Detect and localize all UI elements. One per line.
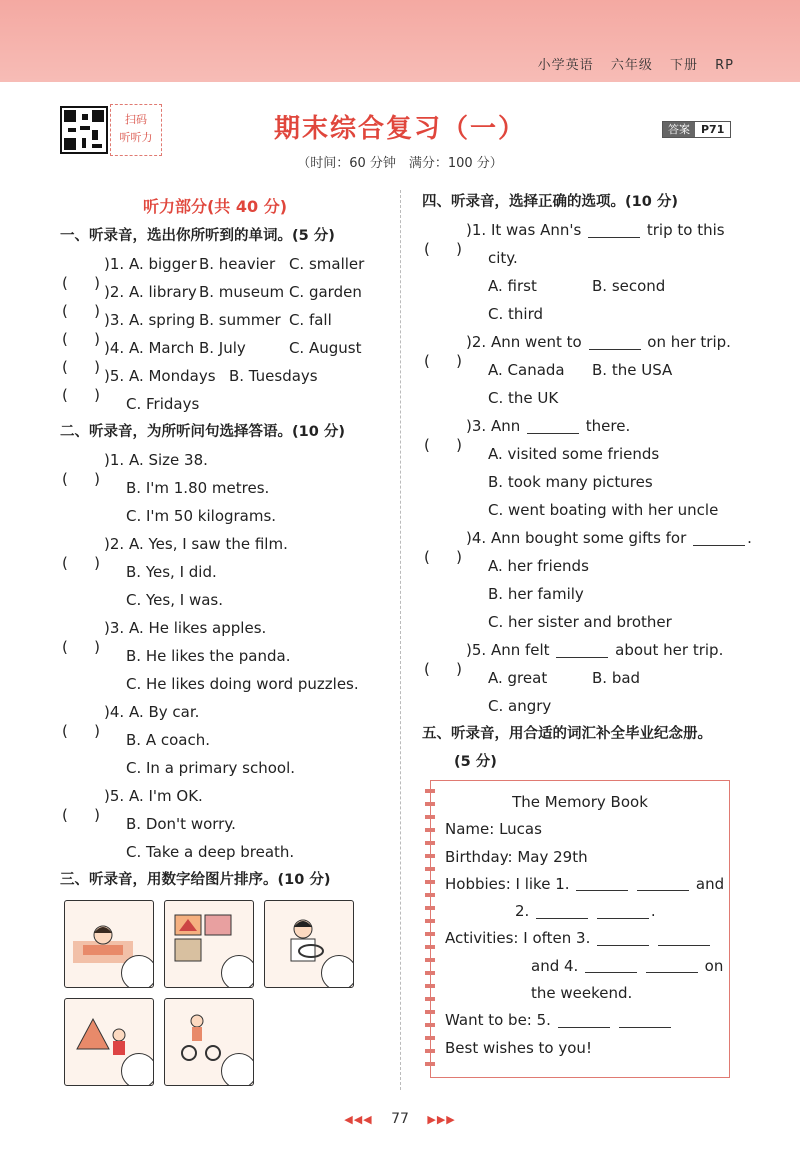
q-num: )3.: [466, 417, 487, 435]
s4-q5: [422, 636, 752, 664]
memory-birthday: Birthday: May 29th: [445, 847, 588, 866]
s2-q2-c: [60, 586, 390, 614]
right-column: [422, 188, 752, 776]
question-text: Ann felt: [490, 641, 550, 659]
blank-3a[interactable]: [597, 932, 649, 946]
option-c: C. garden: [288, 283, 362, 301]
s4-q4-a: [422, 552, 752, 580]
option-b: B. took many pictures: [488, 473, 653, 491]
city-illustration: [173, 911, 233, 966]
s1-q2: [60, 278, 390, 306]
option-a: A. spring: [128, 311, 196, 329]
s2-q4-c: [60, 754, 390, 782]
s2-q5-c: [60, 838, 390, 866]
q-num: )5.: [466, 641, 487, 659]
q-num: )1.: [104, 255, 125, 273]
memory-wishes: Best wishes to you!: [445, 1038, 592, 1057]
q-num: )4.: [466, 529, 487, 547]
subject-tag: 小学英语: [537, 58, 594, 73]
q-num: )1.: [104, 451, 125, 469]
fill-blank[interactable]: [693, 532, 745, 546]
s2-q3: [60, 614, 390, 642]
s2-q3-b: [60, 642, 390, 670]
qr-label-line-2: 听听力: [119, 131, 153, 144]
s4-q5-ab: [422, 664, 752, 692]
s1-q4: [60, 334, 390, 362]
s2-q1: [60, 446, 390, 474]
s4-q4: [422, 524, 752, 552]
answer-circle[interactable]: [221, 1053, 254, 1086]
option-b: B. July: [198, 339, 246, 357]
q-num: )2.: [466, 333, 487, 351]
s4-q2-ab: [422, 356, 752, 384]
q-num: )4.: [104, 339, 125, 357]
option-a: A. Canada: [488, 361, 565, 379]
blank-5a[interactable]: [558, 1014, 610, 1028]
option-c: C. third: [488, 305, 543, 323]
camping-illustration: [73, 1009, 133, 1064]
s1-q5-c: [60, 390, 390, 418]
option-a: A. great: [488, 669, 548, 687]
s1-q5: [60, 362, 390, 390]
s4-q3-a: [422, 440, 752, 468]
memory-weekend: the weekend.: [531, 984, 633, 1003]
option-a: A. library: [128, 283, 197, 301]
picture-city: [164, 900, 254, 988]
s4-q2: [422, 328, 752, 356]
option-a: A. visited some friends: [488, 445, 660, 463]
s4-q3-b: [422, 468, 752, 496]
option-b: B. her family: [488, 585, 584, 603]
activities-label: Activities: I often 3.: [445, 929, 591, 948]
page-footer: [0, 1111, 800, 1127]
answer-circle[interactable]: [121, 1053, 154, 1086]
blank-1a[interactable]: [576, 877, 628, 891]
option-b: B. summer: [198, 311, 281, 329]
picture-cycling: [164, 998, 254, 1086]
option-b: B. heavier: [198, 255, 276, 273]
question-text: about her trip.: [615, 641, 724, 659]
option-a: A. By car.: [128, 703, 200, 721]
answer-reference: [662, 121, 731, 138]
s4-q2-c: [422, 384, 752, 412]
s4-q4-c: [422, 608, 752, 636]
option-c: C. went boating with her uncle: [488, 501, 719, 519]
section-5-score: (5 分): [454, 754, 497, 770]
memory-hobbies-2: [431, 898, 729, 925]
memory-want: [431, 1007, 729, 1034]
page-title: 期末综合复习（一）: [273, 114, 526, 144]
q-num: )1.: [466, 221, 487, 239]
s2-q5: [60, 782, 390, 810]
section-5-title: 五、听录音，用合适的词汇补全毕业纪念册。: [422, 726, 712, 742]
s2-q2: [60, 530, 390, 558]
answer-circle[interactable]: [321, 955, 354, 988]
s1-q3: [60, 306, 390, 334]
blank-3b[interactable]: [658, 932, 710, 946]
memory-activities: [431, 925, 729, 952]
fill-blank[interactable]: [527, 420, 579, 434]
question-text: .: [747, 529, 752, 547]
memory-name: Name: Lucas: [445, 820, 542, 839]
two-label: 2.: [515, 902, 530, 921]
q-num: )5.: [104, 787, 125, 805]
option-a: A. Yes, I saw the film.: [128, 535, 288, 553]
option-a: A. Mondays: [128, 367, 216, 385]
option-b: B. A coach.: [126, 731, 210, 749]
question-text: there.: [585, 417, 631, 435]
s4-q1: [422, 216, 752, 244]
s4-q3-c: [422, 496, 752, 524]
answer-page: P71: [701, 123, 725, 136]
grade-tag: 六年级: [610, 58, 653, 73]
next-arrows-icon: ▶▶▶: [427, 1113, 456, 1126]
and4-label: and 4.: [531, 956, 579, 975]
option-b: B. I'm 1.80 metres.: [126, 479, 270, 497]
s2-q3-c: [60, 670, 390, 698]
option-a: A. He likes apples.: [128, 619, 267, 637]
and-text: and: [695, 874, 725, 893]
option-b: B. bad: [592, 669, 641, 687]
q-num: )4.: [104, 703, 125, 721]
fill-blank[interactable]: [556, 644, 608, 658]
top-banner: [0, 0, 800, 82]
option-a: A. March: [128, 339, 195, 357]
question-text: Ann bought some gifts for: [490, 529, 687, 547]
option-b: B. He likes the panda.: [126, 647, 291, 665]
option-c: C. I'm 50 kilograms.: [126, 507, 277, 525]
option-c: C. smaller: [288, 255, 365, 273]
on-text: on: [704, 956, 724, 975]
page-number: 77: [391, 1111, 409, 1127]
s4-q5-c: [422, 692, 752, 720]
answer-label: 答案: [663, 122, 695, 137]
question-text: on her trip.: [647, 333, 731, 351]
blank-2a[interactable]: [536, 905, 588, 919]
option-c: C. Yes, I was.: [126, 591, 223, 609]
q-num: )2.: [104, 283, 125, 301]
memory-hobbies: [431, 871, 729, 898]
option-b: B. second: [592, 277, 666, 295]
question-text: city.: [488, 249, 518, 267]
q-num: )3.: [104, 311, 125, 329]
question-text: trip to this: [646, 221, 725, 239]
s1-q1: [60, 250, 390, 278]
sleeping-illustration: [73, 911, 133, 966]
option-a: A. first: [488, 277, 537, 295]
s4-q3: [422, 412, 752, 440]
want-label: Want to be: 5.: [445, 1011, 551, 1030]
option-c: C. fall: [288, 311, 332, 329]
section-3-title: 三、听录音，用数字给图片排序。(10 分): [60, 872, 331, 888]
qr-label-line-1: 扫码: [125, 113, 147, 126]
s2-q4-b: [60, 726, 390, 754]
option-b: B. Don't worry.: [126, 815, 236, 833]
answer-circle[interactable]: [121, 955, 154, 988]
option-a: A. bigger: [128, 255, 197, 273]
memory-activities-2: [431, 953, 729, 980]
s2-q4: [60, 698, 390, 726]
option-b: B. Yes, I did.: [126, 563, 217, 581]
option-b: B. Tuesdays: [228, 367, 318, 385]
option-a: A. her friends: [488, 557, 589, 575]
blank-1b[interactable]: [637, 877, 689, 891]
blank-2b[interactable]: [597, 905, 649, 919]
option-c: C. Take a deep breath.: [126, 843, 295, 861]
book-info: [526, 54, 734, 73]
option-a: A. I'm OK.: [128, 787, 203, 805]
blank-4b[interactable]: [646, 959, 698, 973]
s2-q1-b: [60, 474, 390, 502]
s2-q5-b: [60, 810, 390, 838]
section-4-title: 四、听录音，选择正确的选项。(10 分): [422, 194, 678, 210]
cycling-illustration: [173, 1009, 233, 1064]
s4-q1-cont: [422, 244, 752, 272]
prev-arrows-icon: ◀◀◀: [344, 1113, 373, 1126]
edition-tag: RP: [715, 58, 734, 73]
option-c: C. In a primary school.: [126, 759, 295, 777]
driving-illustration: [273, 911, 333, 966]
picture-driving: [264, 900, 354, 988]
listening-part-title: 听力部分(共 40 分): [142, 197, 288, 216]
exam-info: （时间：60 分钟 满分：100 分）: [297, 156, 503, 171]
hobbies-label: Hobbies: I like 1.: [445, 874, 570, 893]
option-b: B. museum: [198, 283, 285, 301]
s2-q2-b: [60, 558, 390, 586]
option-b: B. the USA: [592, 361, 673, 379]
option-a: A. Size 38.: [128, 451, 208, 469]
picture-set: [60, 898, 390, 1098]
option-c: C. her sister and brother: [488, 613, 672, 631]
option-c: C. the UK: [488, 389, 559, 407]
option-c: C. Fridays: [126, 395, 200, 413]
column-divider: [400, 190, 401, 1090]
picture-camping: [64, 998, 154, 1086]
blank-4a[interactable]: [585, 959, 637, 973]
option-c: C. angry: [488, 697, 552, 715]
question-text: Ann: [490, 417, 521, 435]
section-2-title: 二、听录音，为所听问句选择答语。(10 分): [60, 424, 345, 440]
picture-sleeping: [64, 900, 154, 988]
q-num: )2.: [104, 535, 125, 553]
memory-book-card: [430, 780, 730, 1078]
period: .: [650, 902, 656, 921]
fill-blank[interactable]: [588, 224, 640, 238]
s4-q4-b: [422, 580, 752, 608]
fill-blank[interactable]: [589, 336, 641, 350]
volume-tag: 下册: [669, 58, 698, 73]
s4-q1-ab: [422, 272, 752, 300]
spiral-binding: [425, 789, 435, 1069]
q-num: )5.: [104, 367, 125, 385]
blank-5b[interactable]: [619, 1014, 671, 1028]
s2-q1-c: [60, 502, 390, 530]
option-c: C. He likes doing word puzzles.: [126, 675, 359, 693]
s4-q1-c: [422, 300, 752, 328]
question-text: It was Ann's: [490, 221, 582, 239]
memory-book-title: The Memory Book: [512, 793, 648, 811]
answer-circle[interactable]: [221, 955, 254, 988]
section-1-title: 一、听录音，选出你所听到的单词。(5 分): [60, 228, 335, 244]
q-num: )3.: [104, 619, 125, 637]
question-text: Ann went to: [490, 333, 582, 351]
option-c: C. August: [288, 339, 362, 357]
left-column: [60, 192, 390, 1098]
